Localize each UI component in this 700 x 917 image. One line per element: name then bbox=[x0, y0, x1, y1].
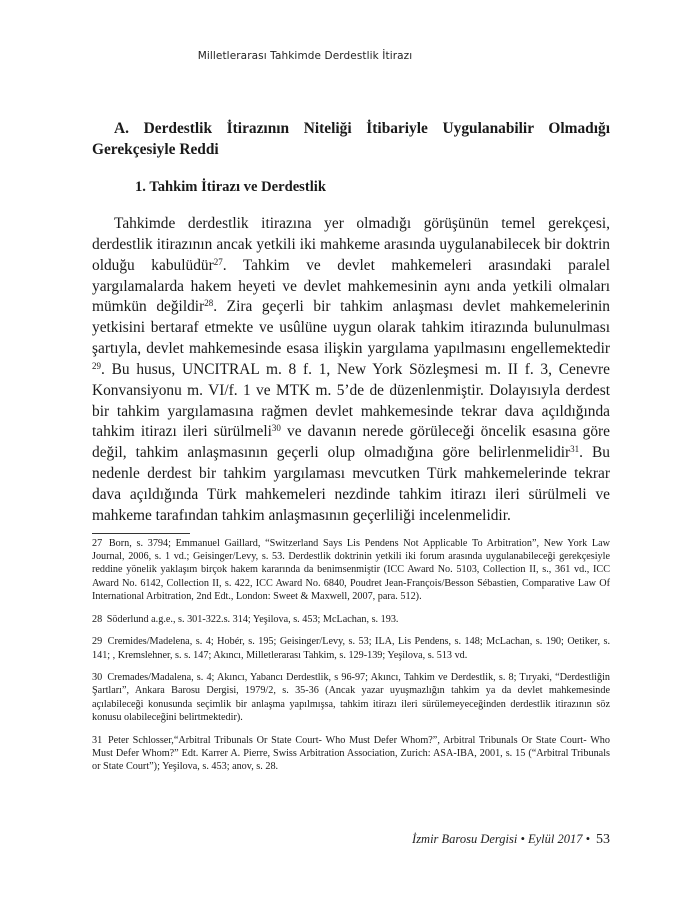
paragraph-text-6: . Bu nedenle derdest bir tahkim yargılaması mevcutken Türk mahkemelerinde tekrar dava açıldığında Türk mahkemeleri nezdinde tahkim itirazı ileri sürülmeli ve mahkeme tarafından tahkim anlaşmasının geçerliliği incelenmelidir. bbox=[92, 444, 611, 524]
footnote-number: 30 bbox=[92, 671, 103, 683]
page-number: 53 bbox=[596, 832, 610, 847]
journal-name: İzmir Barosu Dergisi • Eylül 2017 • bbox=[412, 832, 590, 846]
footnote-ref-30[interactable]: 30 bbox=[271, 423, 281, 434]
page-content bbox=[92, 118, 610, 774]
paragraph-text-5: ve davanın nerede görüleceği öncelik esasına göre değil, tahkim anlaşmasının geçerli olup olmadığına göre belirlenmelidir bbox=[92, 423, 610, 462]
footnote-ref-28[interactable]: 28 bbox=[204, 298, 214, 309]
footnote-number: 31 bbox=[92, 734, 103, 746]
footnote-text: Born, s. 3794; Emmanuel Gaillard, “Switzerland Says Lis Pendens Not Applicable To Arbitration”, New York Law Journal, 2006, s. 1 vd.; Geisinger/Levy, s. 53. Derdestlik doktrinin yetkili iki forum arasında uygulanabileceği gerekçesiyle reddine yönelik yaklaşım birçok hakem kararında da benimsenmiştir (ICC Award No. 5103, Collection II, s., 361 vd., ICC Award No. 6142, Collection II, s. 422, ICC Award No. 6840, Poudret Jean-François/Besson Sébastien, Comparative Law Of International Arbitration, 2nd Edt., London: Sweet & Maxwell, 2007, para. 512). bbox=[92, 537, 610, 603]
running-head: Milletlerarası Tahkimde Derdestlik İtirazı bbox=[197, 50, 413, 62]
footnote-31 bbox=[92, 734, 610, 774]
section-heading: A. Derdestlik İtirazının Niteliği İtibariyle Uygulanabilir Olmadığı Gerekçesiyle Reddi bbox=[92, 120, 610, 158]
footnote-ref-29[interactable]: 29 bbox=[92, 360, 101, 371]
footnote-number: 28 bbox=[92, 613, 103, 625]
paragraph-text-2: . Tahkim ve devlet mahkemeleri arasındaki paralel yargılamalarda hakem heyeti ve devlet mahkemesinin aynı anda yetkili olmaları mümkün değildir bbox=[92, 256, 610, 316]
footnote-text: Cremades/Madalena, s. 4; Akıncı, Yabancı Derdestlik, s 96-97; Akıncı, Tahkim ve Derdestlik, s. 8; Tıryaki, “Derdestliğin Şartları”, Ankara Barosu Dergisi, 1979/2, s. 35-36 (Ancak yazar uyuşmazlığın tahkim ya da devlet mahkemesinde açılabileceği konusunda seçimlik bir anlaşma yapılmışsa, tahkim itirazı ileri sürülemeyeceğinden derdestlik itirazının söz konusu olabileceğini belirtmektedir). bbox=[92, 671, 611, 724]
page-footer bbox=[0, 832, 610, 848]
footnote-separator bbox=[92, 533, 190, 534]
paragraph-text-4: . Bu husus, UNCITRAL m. 8 f. 1, New York Sözleşmesi m. II f. 3, Cenevre Konvansiyonu m. VI/f. 1 ve MTK m. 5’de de düzenlenmiştir. Dolayısıyla derdest bir tahkim yargılamasına rağmen devlet mahkemesinde tekrar dava açıldığında tahkim itirazı ileri sürülmeli bbox=[92, 360, 610, 441]
footnote-27 bbox=[92, 537, 610, 604]
body-paragraph bbox=[92, 214, 610, 527]
footnote-29 bbox=[92, 635, 610, 662]
footnote-ref-31[interactable]: 31 bbox=[570, 444, 580, 455]
footnote-ref-27[interactable]: 27 bbox=[213, 256, 223, 267]
footnote-30 bbox=[92, 671, 610, 725]
footnote-number: 29 bbox=[92, 636, 103, 648]
subsection-heading: 1. Tahkim İtirazı ve Derdestlik bbox=[135, 179, 326, 195]
footnote-number: 27 bbox=[92, 537, 103, 549]
footnote-text: Peter Schlosser,“Arbitral Tribunals Or State Court- Who Must Defer Whom?”, Arbitral Tribunals Or State Court- Who Must Defer Whom?” Edt. Karrer A. Pierre, Swiss Arbitration Association, Zurich: ASA-IBA, 2001, s. 15 (“Arbitral Tribunals or State Court”); Yeşilova, s. 453; anov, s. 28. bbox=[92, 734, 610, 773]
paragraph-text-3: . Zira geçerli bir tahkim anlaşması devlet mahkemelerinin yetkisini bertaraf etmekte ve usûlüne uygun olarak tahkim itirazında bulunulması şartıyla, devlet mahkemesinde esasa ilişkin yargılama yapılmasını engellemektedir bbox=[92, 298, 610, 358]
footnote-text: Cremides/Madelena, s. 4; Hobér, s. 195; Geisinger/Levy, s. 53; ILA, Lis Pendens, s. 148; McLachan, s. 190; Oetiker, s. 141; , Kremslehner, s. s. 147; Akıncı, Milletlerarası Tahkim, s. 129-139; Yeşilova, s. 513 vd. bbox=[92, 636, 610, 661]
paragraph-text-1: Tahkimde derdestlik itirazına yer olmadığı görüşünün temel gerekçesi, derdestlik itirazının ancak yetkili iki mahkeme arasında uygulanabilecek bir doktrin olduğu kabulüdür bbox=[92, 215, 610, 274]
footnote-28 bbox=[92, 613, 610, 626]
footnote-text: Söderlund a.g.e., s. 301-322.s. 314; Yeşilova, s. 453; McLachan, s. 193. bbox=[106, 613, 399, 625]
